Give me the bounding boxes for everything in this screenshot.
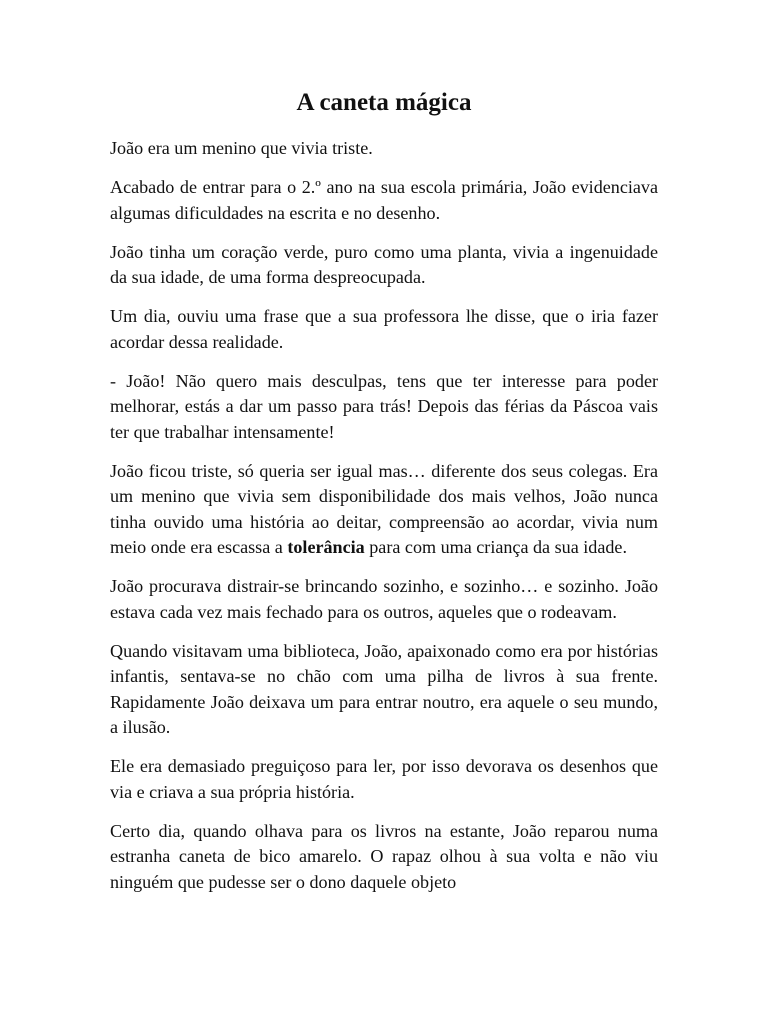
paragraph-6-text-before: João ficou triste, só queria ser igual mas… diferente dos seus colegas. Era um menino que vivia sem disponibilidade dos mais velhos, João nunca tinha ouvido uma história ao deitar, compreensão ao acordar, vivia num meio onde era escassa a [110,460,658,557]
document-page [110,86,658,909]
paragraph-6-text-after: para com uma criança da sua idade. [364,537,627,557]
document-title: A caneta mágica [296,89,472,116]
paragraph-10: Certo dia, quando olhava para os livros na estante, João reparou numa estranha caneta de bico amarelo. O rapaz olhou à sua volta e não viu ninguém que pudesse ser o dono daquele objeto [110,820,658,892]
paragraph-4: Um dia, ouviu uma frase que a sua professora lhe disse, que o iria fazer acordar dessa realidade. [110,306,658,352]
paragraph-6 [110,459,658,561]
paragraph-8: Quando visitavam uma biblioteca, João, apaixonado como era por histórias infantis, sentava-se no chão com uma pilha de livros à sua frente. Rapidamente João deixava um para entrar noutro, era aquele o seu mundo, a ilusão. [110,640,658,737]
paragraph-7: João procurava distrair-se brincando sozinho, e sozinho… e sozinho. João estava cada vez mais fechado para os outros, aqueles que o rodeavam. [110,576,658,622]
paragraph-9: Ele era demasiado preguiçoso para ler, por isso devorava os desenhos que via e criava a sua própria história. [110,756,658,802]
paragraph-3: João tinha um coração verde, puro como uma planta, vivia a ingenuidade da sua idade, de uma forma despreocupada. [110,241,658,287]
paragraph-5: - João! Não quero mais desculpas, tens que ter interesse para poder melhorar, estás a dar um passo para trás! Depois das férias da Páscoa vais ter que trabalhar intensamente! [110,370,658,442]
paragraph-1: João era um menino que vivia triste. [110,138,373,158]
paragraph-6-bold-word: tolerância [287,537,365,557]
paragraph-2: Acabado de entrar para o 2.º ano na sua escola primária, João evidenciava algumas dificuldades na escrita e no desenho. [110,177,658,223]
